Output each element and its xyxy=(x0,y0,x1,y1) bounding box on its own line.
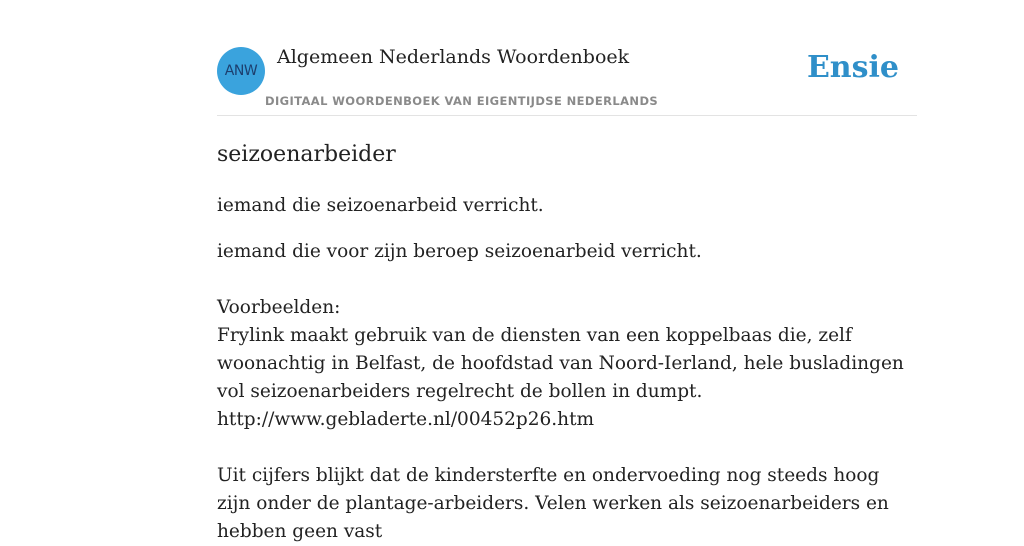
examples-block xyxy=(217,294,917,546)
site-subtitle: DIGITAAL WOORDENBOEK VAN EIGENTIJDSE NEDERLANDS xyxy=(265,94,659,108)
page xyxy=(217,0,917,546)
example-1-source: http://www.gebladerte.nl/00452p26.htm xyxy=(217,409,595,430)
logo-text: ANW xyxy=(224,63,258,79)
example-1: Frylink maakt gebruik van de diensten van een koppelbaas die, zelf woonachtig in Belfast, de hoofdstad van Noord-Ierland, hele busladingen vol seizoenarbeiders regelrecht de bollen in dumpt. xyxy=(217,325,904,402)
definition-2: iemand die voor zijn beroep seizoenarbeid verricht. xyxy=(217,241,702,262)
example-2: Uit cijfers blijkt dat de kindersterfte en ondervoeding nog steeds hoog zijn onder de plantage-arbeiders. Velen werken als seizoenarbeiders en hebben geen vast xyxy=(217,465,889,542)
site-header xyxy=(217,0,917,116)
anw-logo[interactable] xyxy=(217,47,265,95)
definition-1: iemand die seizoenarbeid verricht. xyxy=(217,195,544,216)
site-title[interactable]: Algemeen Nederlands Woordenboek xyxy=(277,46,630,68)
entry-content xyxy=(217,116,917,546)
entry-headword: seizoenarbeider xyxy=(217,142,396,167)
examples-label: Voorbeelden: xyxy=(217,297,341,318)
example-spacer xyxy=(217,434,917,462)
ensie-brand-link[interactable]: Ensie xyxy=(806,50,899,85)
